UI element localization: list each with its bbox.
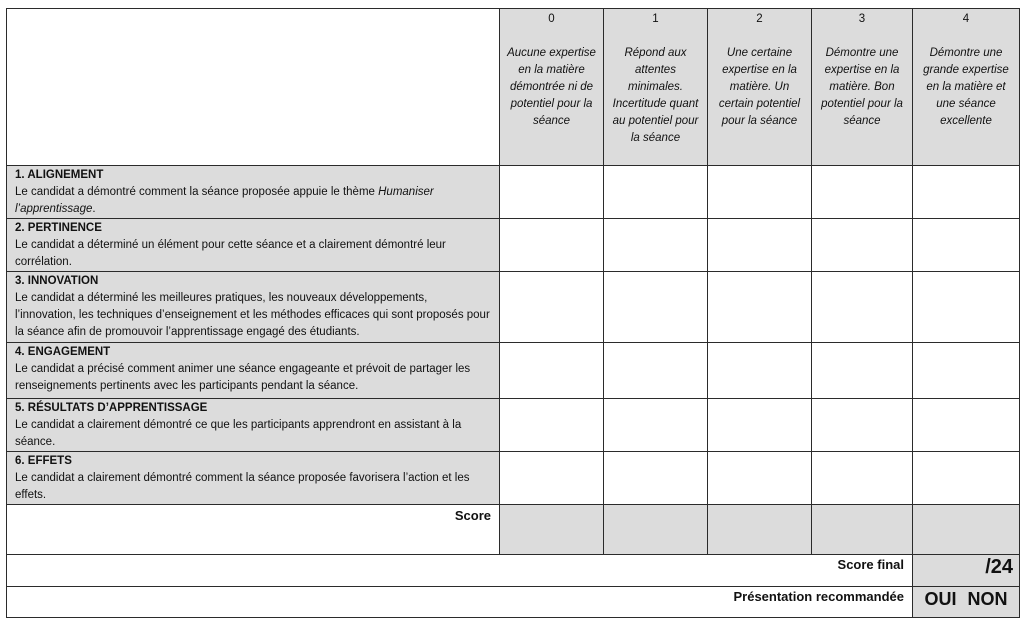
criterion-cell bbox=[7, 343, 500, 399]
scale-col-1 bbox=[604, 9, 708, 166]
criterion-title: 5. RÉSULTATS D’APPRENTISSAGE bbox=[15, 402, 208, 414]
scale-description: Une certaine expertise en la matière. Un certain potentiel pour la séance bbox=[718, 47, 801, 127]
rating-cell[interactable] bbox=[812, 452, 913, 505]
final-score-row bbox=[7, 555, 1020, 587]
rating-cell[interactable] bbox=[708, 166, 812, 219]
criterion-description: Le candidat a déterminé les meilleures pratiques, les nouveaux développements, l’innovation, les techniques d’enseignement et les méthodes efficaces qui sont proposés pour la séance afin de promouvoir l’apprentissage engagé des étudiants. bbox=[15, 292, 490, 338]
rating-cell[interactable] bbox=[604, 219, 708, 272]
score-label: Score bbox=[7, 505, 500, 555]
score-row bbox=[7, 505, 1020, 555]
recommendation-label: Présentation recommandée bbox=[7, 587, 913, 618]
rating-cell[interactable] bbox=[913, 452, 1020, 505]
rating-cell[interactable] bbox=[812, 343, 913, 399]
rating-cell[interactable] bbox=[812, 399, 913, 452]
rating-cell[interactable] bbox=[812, 219, 913, 272]
criterion-description: Le candidat a clairement démontré comment la séance proposée favorisera l’action et les effets. bbox=[15, 472, 470, 501]
criterion-cell bbox=[7, 219, 500, 272]
scale-col-2 bbox=[708, 9, 812, 166]
score-cell[interactable] bbox=[500, 505, 604, 555]
scale-col-3 bbox=[812, 9, 913, 166]
scale-number: 1 bbox=[652, 13, 659, 25]
criterion-description: Le candidat a précisé comment animer une séance engageante et prévoit de partager les renseignements pertinents avec les participants pendant la séance. bbox=[15, 363, 471, 392]
criterion-title: 6. EFFETS bbox=[15, 455, 72, 467]
score-cell[interactable] bbox=[913, 505, 1020, 555]
criterion-title: 2. PERTINENCE bbox=[15, 222, 102, 234]
criterion-row bbox=[7, 272, 1020, 343]
scale-number: 3 bbox=[858, 13, 866, 25]
rating-cell[interactable] bbox=[604, 272, 708, 343]
rating-cell[interactable] bbox=[708, 399, 812, 452]
score-cell[interactable] bbox=[708, 505, 812, 555]
rating-cell[interactable] bbox=[913, 166, 1020, 219]
rating-cell[interactable] bbox=[500, 452, 604, 505]
criterion-row bbox=[7, 219, 1020, 272]
score-cell[interactable] bbox=[812, 505, 913, 555]
criterion-cell bbox=[7, 452, 500, 505]
scale-number: 2 bbox=[756, 13, 763, 25]
rating-cell[interactable] bbox=[500, 272, 604, 343]
criterion-cell bbox=[7, 272, 500, 343]
scale-description: Démontre une expertise en la matière. Bon potentiel pour la séance bbox=[821, 47, 903, 127]
criterion-row bbox=[7, 166, 1020, 219]
rating-cell[interactable] bbox=[812, 272, 913, 343]
score-cell[interactable] bbox=[604, 505, 708, 555]
criterion-cell bbox=[7, 166, 500, 219]
criterion-cell bbox=[7, 399, 500, 452]
recommendation-row bbox=[7, 587, 1020, 618]
rating-cell[interactable] bbox=[913, 343, 1020, 399]
rating-cell[interactable] bbox=[500, 166, 604, 219]
evaluation-rubric-table bbox=[6, 8, 1020, 618]
scale-col-0 bbox=[500, 9, 604, 166]
final-score-label: Score final bbox=[7, 555, 913, 587]
scale-description: Démontre une grande expertise en la matière et une séance excellente bbox=[923, 47, 1009, 127]
criterion-description: Le candidat a démontré comment la séance proposée appuie le thème Humaniser l’apprentissage. bbox=[15, 186, 434, 215]
rating-cell[interactable] bbox=[812, 166, 913, 219]
recommendation-choice[interactable]: OUI NON bbox=[913, 587, 1020, 618]
rating-cell[interactable] bbox=[708, 452, 812, 505]
rating-cell[interactable] bbox=[913, 219, 1020, 272]
rating-cell[interactable] bbox=[708, 219, 812, 272]
rating-cell[interactable] bbox=[604, 343, 708, 399]
final-score-value[interactable]: /24 bbox=[913, 555, 1020, 587]
rating-cell[interactable] bbox=[708, 343, 812, 399]
criterion-description: Le candidat a déterminé un élément pour cette séance et a clairement démontré leur corrélation. bbox=[15, 239, 446, 268]
scale-header-row bbox=[7, 9, 1020, 166]
rating-cell[interactable] bbox=[913, 399, 1020, 452]
criterion-row bbox=[7, 452, 1020, 505]
rating-cell[interactable] bbox=[500, 219, 604, 272]
scale-description: Répond aux attentes minimales. Incertitude quant au potentiel pour la séance bbox=[612, 47, 699, 144]
scale-col-4 bbox=[913, 9, 1020, 166]
header-blank-cell bbox=[7, 9, 500, 166]
rating-cell[interactable] bbox=[604, 399, 708, 452]
criterion-row bbox=[7, 343, 1020, 399]
criterion-title: 3. INNOVATION bbox=[15, 275, 99, 287]
theme-name: Humaniser l’apprentissage bbox=[15, 186, 434, 215]
scale-number: 4 bbox=[962, 13, 970, 25]
rating-cell[interactable] bbox=[604, 452, 708, 505]
rating-cell[interactable] bbox=[500, 399, 604, 452]
rating-cell[interactable] bbox=[708, 272, 812, 343]
scale-description: Aucune expertise en la matière démontrée ni de potentiel pour la séance bbox=[507, 47, 596, 127]
rating-cell[interactable] bbox=[500, 343, 604, 399]
criterion-title: 4. ENGAGEMENT bbox=[15, 346, 111, 358]
criterion-description: Le candidat a clairement démontré ce que les participants apprendront en assistant à la séance. bbox=[15, 419, 462, 448]
criterion-row bbox=[7, 399, 1020, 452]
scale-number: 0 bbox=[548, 13, 555, 25]
rating-cell[interactable] bbox=[604, 166, 708, 219]
rating-cell[interactable] bbox=[913, 272, 1020, 343]
criterion-title: 1. ALIGNEMENT bbox=[15, 169, 104, 181]
